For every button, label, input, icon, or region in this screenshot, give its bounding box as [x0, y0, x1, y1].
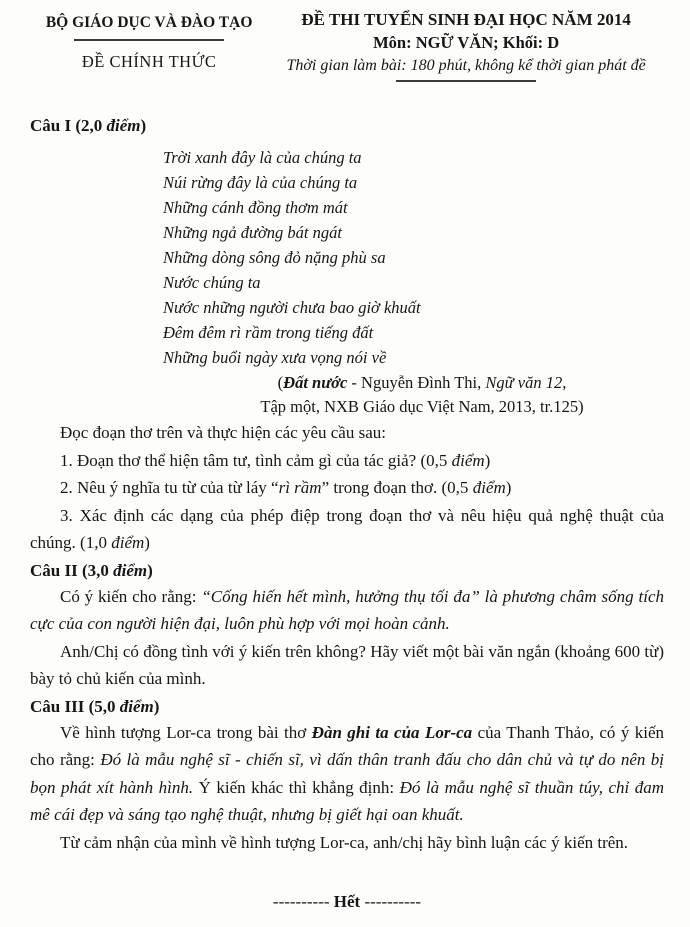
question-3-paragraph [30, 719, 664, 829]
text-segment: điểm [472, 478, 506, 497]
document-header [30, 10, 664, 82]
poem-line: Nước những người chưa bao giờ khuất [163, 298, 421, 317]
text-segment: , [562, 373, 567, 392]
text-segment: ---------- [272, 892, 334, 911]
text-segment: Ngữ văn 12 [485, 373, 563, 392]
text-segment: là phương châm sống tích cực của con người hiện đại, luôn phù hợp với mọi hoàn cảnh. [30, 586, 664, 633]
text-segment: ( [277, 373, 284, 392]
text-segment: Đó là mẫu nghệ sĩ - chiến sĩ, vì dấn thân tranh đấu cho dân chủ và tự do nên bị bọn phát xít hành hình. [30, 750, 664, 797]
text-segment: Câu II (3,0 [30, 560, 114, 580]
official-exam-label: ĐỀ CHÍNH THỨC [81, 52, 217, 71]
text-segment: điểm [451, 450, 485, 470]
text-segment: ” trong đoạn thơ. (0,5 [321, 478, 473, 497]
poem-line: Nước chúng ta [163, 273, 261, 292]
text-segment: Có ý kiến cho rằng: [60, 586, 202, 606]
question-3-section [30, 695, 664, 857]
question-3-paragraph [30, 829, 664, 857]
text-segment: Đó là mẫu nghệ sĩ thuần túy, chỉ đam mê cái đẹp và sáng tạo nghệ thuật, nhưng bị giết hại oan khuất. [30, 777, 664, 824]
poem-line: Đêm đêm rì rầm trong tiếng đất [163, 323, 374, 342]
poem-block [163, 145, 664, 370]
poem-line: Những ngả đường bát ngát [163, 223, 342, 242]
ministry-name: BỘ GIÁO DỤC VÀ ĐÀO TẠO [45, 14, 253, 31]
duration-underline [396, 80, 536, 82]
question-1-intro: Đọc đoạn thơ trên và thực hiện các yêu cầu sau: [60, 423, 386, 442]
text-segment: 1. Đoạn thơ thể hiện tâm tư, tình cảm gì của tác giả? (0,5 [60, 450, 452, 470]
question-3-heading [30, 695, 664, 719]
exam-duration: Thời gian làm bài: 180 phút, không kể thời gian phát đề [286, 57, 646, 74]
text-segment: rì rầm [278, 478, 322, 497]
text-segment: Câu III (5,0 [30, 696, 120, 716]
question-1-section [30, 114, 664, 557]
text-segment: ) [147, 560, 153, 580]
citation-line [180, 371, 664, 395]
exam-subject: Môn: NGỮ VĂN; Khối: D [373, 33, 560, 52]
text-segment: Câu I (2,0 [30, 116, 107, 135]
question-3-paragraphs [30, 719, 664, 857]
question-2-paragraphs [30, 583, 664, 693]
question-1-items [30, 447, 664, 557]
text-segment: Về hình tượng Lor-ca trong bài thơ [60, 722, 312, 742]
header-exam-block [268, 10, 664, 82]
citation-line [180, 395, 664, 419]
question-1-item [30, 474, 664, 502]
text-segment: ) [140, 116, 147, 135]
question-2-paragraph [30, 638, 664, 693]
exam-title: ĐỀ THI TUYỂN SINH ĐẠI HỌC NĂM 2014 [301, 10, 631, 29]
text-segment: Từ cảm nhận của mình về hình tượng Lor-ca, anh/chị hãy bình luận các ý kiến trên. [60, 832, 629, 852]
text-segment: ---------- [360, 892, 422, 911]
text-segment: điểm [106, 116, 141, 135]
poem-line: Trời xanh đây là của chúng ta [163, 148, 362, 167]
poem-line: Những buổi ngày xưa vọng nói về [163, 348, 387, 367]
text-segment: 2. Nêu ý nghĩa tu từ của từ láy “ [60, 478, 279, 497]
text-segment: “Cống hiến hết mình, hưởng thụ tối đa” [201, 586, 480, 606]
text-segment: Hết [333, 892, 361, 911]
header-issuer-block [30, 10, 268, 82]
end-of-exam-mark [30, 892, 664, 912]
text-segment: Tập một, NXB Giáo dục Việt Nam, 2013, tr.125) [260, 397, 584, 416]
text-segment: - Nguyễn Đình Thi, [347, 373, 486, 392]
text-segment: ) [505, 478, 512, 497]
text-segment: 3. Xác định các dạng của phép điệp trong đoạn thơ và nêu hiệu quả nghệ thuật của chúng. (1,0 [30, 505, 664, 552]
ministry-underline [74, 39, 224, 41]
question-1-item [30, 447, 664, 475]
text-segment: ) [144, 533, 150, 552]
text-segment: của Thanh Thảo, có ý kiến cho rằng: [30, 722, 665, 769]
poem-line: Những cánh đồng thơm mát [163, 198, 348, 217]
text-segment: Đất nước [283, 373, 348, 392]
text-segment: điểm [113, 560, 148, 580]
text-segment: điểm [119, 696, 154, 716]
question-1-item [30, 502, 664, 557]
text-segment: ) [484, 450, 491, 470]
text-segment: ) [153, 696, 160, 716]
text-segment: Ý kiến khác thì khẳng định: [193, 777, 400, 797]
question-2-paragraph [30, 583, 664, 638]
text-segment: điểm [111, 533, 145, 552]
question-1-heading [30, 114, 664, 138]
poem-line: Núi rừng đây là của chúng ta [163, 173, 358, 192]
question-2-section [30, 559, 664, 693]
text-segment: Anh/Chị có đồng tình với ý kiến trên không? Hãy viết một bài văn ngắn (khoảng 600 từ) bày tỏ chủ kiến của mình. [30, 641, 664, 688]
question-2-heading [30, 559, 664, 583]
text-segment: Đàn ghi ta của Lor-ca [311, 722, 473, 742]
poem-citation [30, 371, 664, 419]
poem-line: Những dòng sông đỏ nặng phù sa [163, 248, 386, 267]
